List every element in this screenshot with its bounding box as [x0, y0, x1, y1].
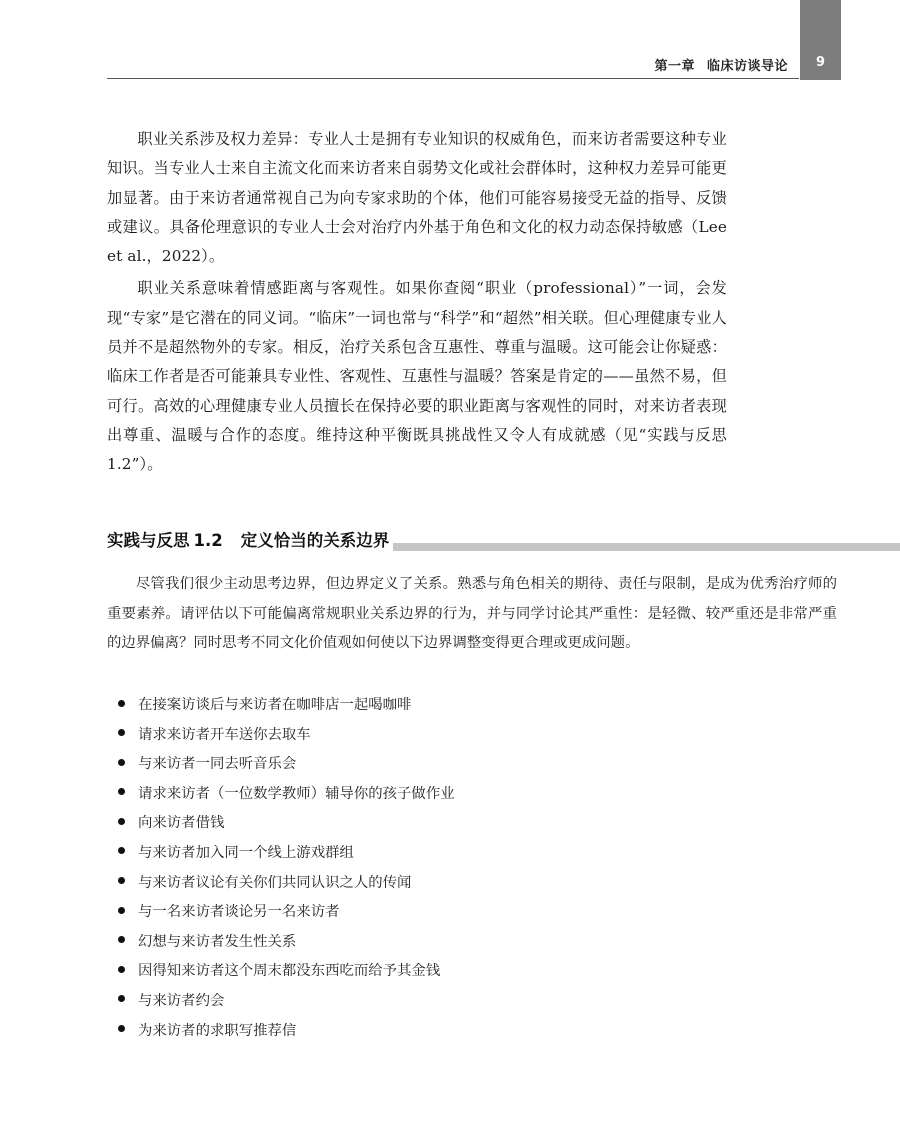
boundary-behavior-list: [118, 691, 455, 1046]
list-item: [118, 928, 455, 958]
list-item: [118, 750, 455, 780]
list-item: [118, 987, 455, 1017]
bullet-icon: [118, 759, 125, 766]
list-item-text: 与一名来访者谈论另一名来访者: [138, 904, 340, 921]
list-item-text: 向来访者借钱: [138, 815, 225, 832]
list-item: [118, 869, 455, 899]
practice-box-topic: 定义恰当的关系边界: [240, 531, 390, 550]
chapter-label: 第一章: [654, 59, 695, 74]
header-rule: [107, 78, 799, 79]
list-item-text: 与来访者加入同一个线上游戏群组: [138, 844, 354, 861]
practice-box-label: 实践与反思: [107, 531, 190, 550]
page-number: 9: [815, 55, 826, 70]
body-text: [107, 125, 727, 483]
practice-box-intro: 尽管我们很少主动思考边界，但边界定义了关系。熟悉与角色相关的期待、责任与限制，是成为优秀治疗师的重要素养。请评估以下可能偏离常规职业关系边界的行为，并与同学讨论其严重性：是轻微、较严重还是非常严重的边界偏离？同时思考不同文化价值观如何使以下边界调整变得更合理或更成问题。: [107, 576, 837, 651]
practice-box-heading: [107, 528, 900, 554]
practice-box-title: [107, 528, 393, 554]
list-item: [118, 957, 455, 987]
paragraph-emotional-distance: 职业关系意味着情感距离与客观性。如果你查阅“职业（professional）”一词，会发现“专家”是它潜在的同义词。“临床”一词也常与“科学”和“超然”相关联。但心理健康专业人员并不是超然物外的专家。相反，治疗关系包含互惠性、尊重与温暖。这可能会让你疑惑：临床工作者是否可能兼具专业性、客观性、互惠性与温暖？答案是肯定的——虽然不易，但可行。高效的心理健康专业人员擅长在保持必要的职业距离与客观性的同时，对来访者表现出尊重、温暖与合作的态度。维持这种平衡既具挑战性又令人有成就感（见“实践与反思 1.2”）。: [107, 279, 727, 474]
paragraph-power-differential: 职业关系涉及权力差异：专业人士是拥有专业知识的权威角色，而来访者需要这种专业知识。当专业人士来自主流文化而来访者来自弱势文化或社会群体时，这种权力差异可能更加显著。由于来访者通常视自己为向专家求助的个体，他们可能容易接受无益的指导、反馈或建议。具备伦理意识的专业人士会对治疗内外基于角色和文化的权力动态保持敏感（Lee et al.，2022）。: [107, 130, 727, 266]
practice-box-number: 1.2: [193, 531, 223, 550]
bullet-icon: [118, 700, 125, 707]
list-item-text: 请求来访者（一位数学教师）辅导你的孩子做作业: [138, 785, 455, 802]
list-item-text: 与来访者一同去听音乐会: [138, 756, 297, 773]
running-header: [107, 0, 900, 80]
list-item-text: 幻想与来访者发生性关系: [138, 933, 297, 950]
list-item: [118, 809, 455, 839]
bullet-icon: [118, 1025, 125, 1032]
bullet-icon: [118, 995, 125, 1002]
page-number-tab: [800, 0, 841, 80]
list-item-text: 为来访者的求职写推荐信: [138, 1022, 297, 1039]
bullet-icon: [118, 966, 125, 973]
list-item-text: 与来访者议论有关你们共同认识之人的传闻: [138, 874, 412, 891]
list-item: [118, 691, 455, 721]
list-item: [118, 1017, 455, 1047]
bullet-icon: [118, 729, 125, 736]
bullet-icon: [118, 847, 125, 854]
list-item-text: 因得知来访者这个周末都没东西吃而给予其金钱: [138, 963, 441, 980]
bullet-icon: [118, 818, 125, 825]
list-item: [118, 721, 455, 751]
list-item: [118, 780, 455, 810]
list-item-text: 在接案访谈后与来访者在咖啡店一起喝咖啡: [138, 697, 412, 713]
bullet-icon: [118, 936, 125, 943]
bullet-icon: [118, 907, 125, 914]
bullet-icon: [118, 877, 125, 884]
chapter-title: 临床访谈导论: [706, 59, 788, 74]
chapter-heading: [654, 55, 788, 74]
bullet-icon: [118, 788, 125, 795]
list-item-text: 与来访者约会: [138, 992, 225, 1009]
list-item: [118, 839, 455, 869]
list-item-text: 请求来访者开车送你去取车: [138, 726, 311, 743]
list-item: [118, 898, 455, 928]
